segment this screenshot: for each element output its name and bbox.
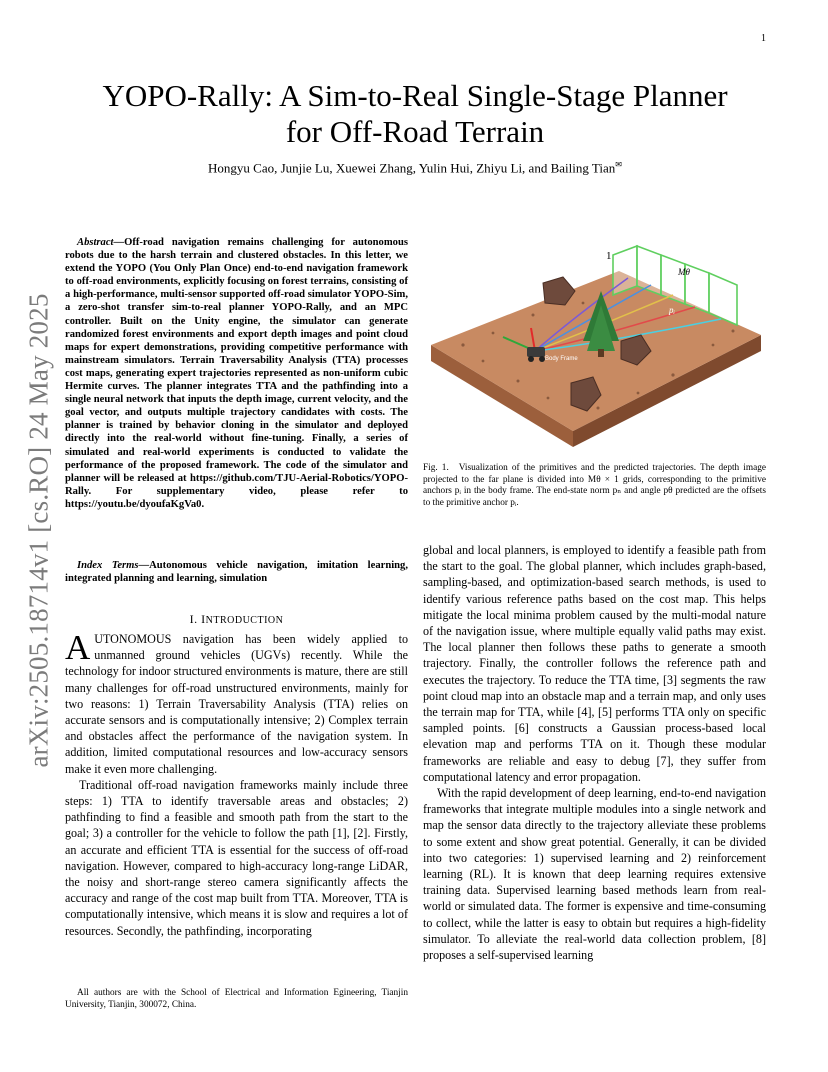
figure-1-illustration	[423, 233, 766, 453]
intro-lead-word: UTONOMOUS	[94, 632, 172, 646]
abstract	[65, 236, 408, 511]
label-body-frame: Body Frame	[545, 356, 578, 362]
intro-paragraph-1-text: navigation has been widely applied to unmanned ground vehicles (UGVs) recently. While the technology for indoor structured environments is mature, there are still many challenges for off-road unstructured environments, mainly for two reasons: 1) Terrain Traversability Analysis (TTA) relies on accurate sensors and is computationally intensive; 2) Complex terrain and obstacles affect the performance of the navigation system. In addition, limited computational resources and low-accuracy sensors make it even more challenging.	[65, 632, 408, 776]
section-heading	[65, 612, 408, 627]
abstract-label: Abstract	[77, 237, 114, 248]
arxiv-stamp-text: arXiv:2505.18714v1 [cs.RO] 24 May 2025	[23, 292, 54, 768]
caption-text: Visualization of the primitives and the predicted trajectories. The depth image projected to the far plane is divided into Mθ × 1 grids, corresponding to the primitive anchors pᵢ in the body frame. The end-state norm pₙ and angle pθ predicted are the offsets to the primitive anchor pᵢ.	[423, 463, 766, 508]
intro-paragraph-2: Traditional off-road navigation frameworks mainly include three steps: 1) TTA to identify traversable areas and obstacles; 2) pathfinding to find a feasible and smooth path from the start to the goal; 3) a controller for the vehicle to follow the path [1], [2]. Firstly, an accurate and efficient TTA is essential for the success of off-road navigation. However, compared to high-accuracy long-range LiDAR, the noisy and short-range stereo camera significantly affects the accuracy and range of the cost map built from TTA. Moreover, TTA is computationally intensive, which means it is slow and requires a lot of resources. Secondly, the pathfinding, incorporating	[65, 777, 408, 938]
right-paragraph-2: With the rapid development of deep learning, end-to-end navigation frameworks that integrate multiple modules into a single network and map the sensor data directly to the trajectory alleviate these problems to some extent and show great potential. Generally, it can be divided into two categories: 1) supervised learning and 2) reinforcement learning (RL). It is known that deep learning requires extensive training data. Supervised learning based methods learn from real-world or simulated data. The former is expensive and time-consuming to collect, while the latter is easy to obtain but requires a high-fidelity simulator. To alleviate the real-world data collection problem, [8] proposes a self-supervised learning	[423, 786, 766, 963]
index-terms	[65, 559, 408, 585]
left-column-body	[65, 628, 408, 939]
section-numeral: I.	[189, 612, 198, 626]
label-one: 1	[606, 250, 612, 262]
index-terms-text: —Autonomous vehicle navigation, imitation learning, integrated planning and learning, simulation	[65, 560, 408, 585]
terrain-scene-svg	[423, 233, 766, 453]
abstract-text: —Off-road navigation remains challenging for autonomous robots due to the harsh terrain and clustered obstacles. In this letter, we extend the YOPO (You Only Plan Once) end-to-end navigation framework to off-road environments, explicitly focusing on forest terrains, consisting of a high-performance, multi-sensor supported off-road simulator YOPO-Sim, a zero-shot transfer sim-to-real planner YOPO-Rally, and an MPC controller. Built on the Unity engine, the simulator can generate randomized forest environments and export depth images and point cloud maps for expert demonstrations, providing competitive performance with mainstream simulators. Terrain Traversability Analysis (TTA) processes cost maps, generating expert trajectories represented as non-uniform cubic Hermite curves. The planner integrates TTA and the pathfinding into a single neural network that inputs the depth image, current velocity, and the goal vector, and outputs multiple trajectory candidates with costs. The planner is trained by behavior cloning in the simulator and deployed directly into the real-world without fine-tuning. Finally, a series of simulated and real-world experiments is conducted to validate the performance of the proposed framework. The code of the simulator and planner will be released at https://github.com/TJU-Aerial-Robotics/YOPO-Rally. For supplementary video, please refer to https://youtu.be/dyoufaKgVa0.	[65, 237, 408, 510]
drop-cap: A	[65, 628, 91, 667]
section-title-rest: NTRODUCTION	[205, 615, 284, 626]
arxiv-stamp	[22, 292, 56, 768]
caption-label: Fig. 1.	[423, 463, 449, 473]
label-p-i: pᵢ	[669, 305, 675, 315]
title-line-2: for Off-Road Terrain	[285, 114, 545, 149]
intro-paragraph-1	[65, 628, 408, 777]
figure-1-caption	[423, 463, 766, 509]
label-m-theta: Mθ	[678, 267, 690, 277]
title-line-1: YOPO-Rally: A Sim-to-Real Single-Stage Planner	[102, 78, 728, 113]
envelope-icon: ✉	[615, 160, 622, 169]
right-column-body	[423, 542, 766, 963]
paper-title	[60, 78, 770, 150]
index-terms-label: Index Terms	[77, 560, 139, 571]
affiliation-footnote: All authors are with the School of Electrical and Information Egineering, Tianjin University, Tianjin, 300072, China.	[65, 988, 408, 1010]
page-number: 1	[761, 33, 766, 44]
section-first-letter: I	[201, 612, 206, 626]
right-paragraph-1: global and local planners, is employed to identify a feasible path from the start to the goal. The global planner, which includes graph-based, sampling-based, and optimization-based search methods, is used to identify various reference paths based on the cost map. This helps mitigate the local minima problem caused by the multi-modal nature of the navigation issue, where multiple equally valid paths may exist. The local planner then follows these paths to generate a smooth trajectory. Finally, the controller follows the reference path and executes the trajectory. To reduce the TTA time, [3] segments the raw point cloud map into an obstacle map and a terrain map, and only uses the terrain map for TTA, while [4], [5] performs TTA only on specific sampled points. [6] constructs a Gaussian process-based local elevation map and performs TTA on it. Though these modular frameworks are reliable and easy to debug [7], they suffer from computational latency and error propagation.	[423, 543, 766, 784]
authors-text: Hongyu Cao, Junjie Lu, Xuewei Zhang, Yulin Hui, Zhiyu Li, and Bailing Tian	[208, 160, 616, 176]
author-list	[60, 160, 770, 176]
